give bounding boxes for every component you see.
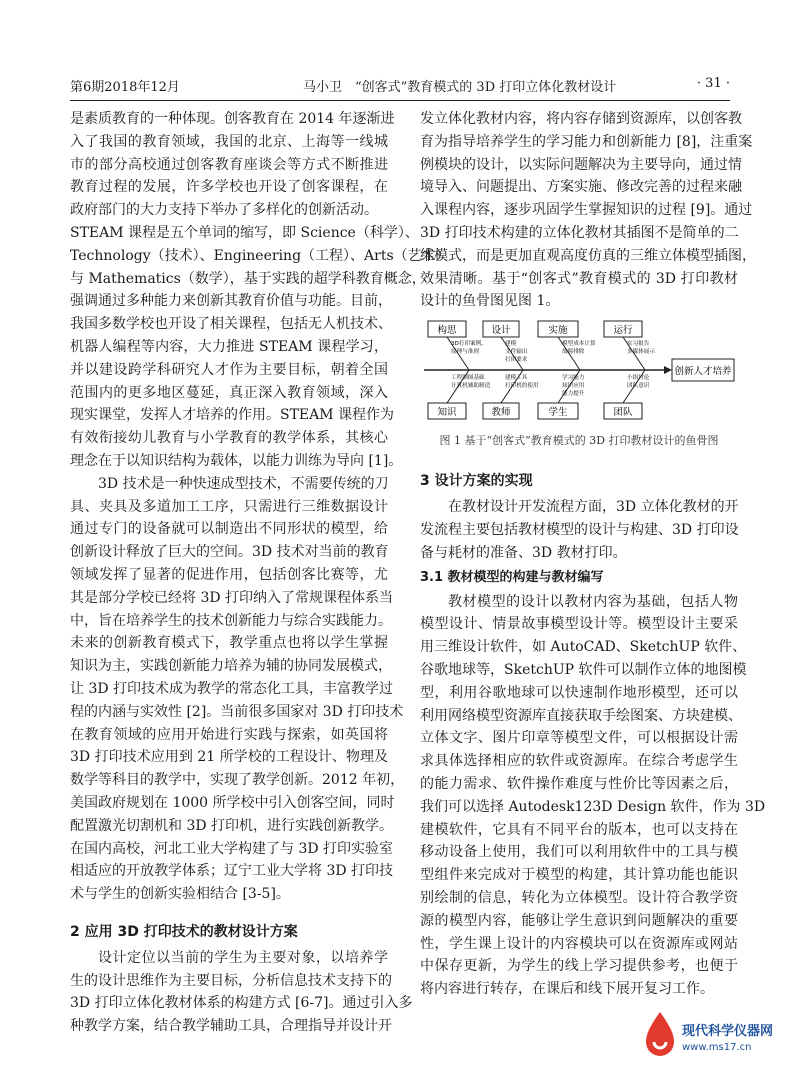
text-line: 3D 打印技术构建的立体化教材其插图不是简单的二: [420, 224, 739, 241]
running-title: 马小卫 “创客式”教育模式的 3D 打印立体化教材设计: [303, 80, 617, 95]
logo-drop-icon: [640, 1008, 680, 1060]
text-line: 型，利用谷歌地球可以快速制作地形模型，还可以: [420, 684, 738, 701]
bottom-category-label: 知识: [437, 407, 457, 419]
section-3-1-text: [420, 591, 766, 1001]
text-line: 3D 打印立体化教材体系的构建方式 [6-7]。通过引入多: [70, 995, 413, 1012]
text-line: 性，学生课上设计的内容模块可以在资源库或网站: [420, 935, 738, 952]
text-line: 术与学生的创新实验相结合 [3-5]。: [70, 886, 290, 903]
text-line: 中，旨在培养学生的技术创新能力与综合实践能力。: [70, 612, 392, 629]
text-line: 境导入、问题提出、方案实施、修改完善的过程来融: [420, 179, 742, 196]
text-line: 数学等科目的教学中，实现了教学创新。2012 年初，: [70, 772, 405, 789]
text-line: 有效衔接幼儿教育与小学教育的教学体系，其核心: [70, 430, 388, 447]
lower-bone-label: 工程制图基础: [451, 375, 485, 382]
top-category-label: 设计: [491, 325, 511, 337]
text-line: 维模式，而是更加直观高度仿真的三维立体模型插图，: [420, 247, 756, 264]
text-line: 立体文字、图片印章等模型文件，可以根据设计需: [420, 730, 738, 747]
upper-bone-label: 文件输出: [505, 349, 528, 356]
upper-bone-label: 故障排除: [562, 349, 585, 356]
lower-bone-label: 知识应用: [562, 383, 585, 390]
text-line: 发立体化教材内容，将内容存储到资源库，以创客教: [420, 111, 742, 127]
text-line: 教材模型的设计以教材内容为基础，包括人物: [448, 593, 738, 610]
lower-bone-label: 小组讨论: [627, 375, 650, 382]
text-line: 相适应的开放教学体系；辽宁工业大学将 3D 打印技: [70, 863, 394, 880]
text-line: 建模软件，它具有不同平台的版本，也可以支持在: [420, 821, 738, 838]
text-line: 领域发挥了显著的促进作用，包括创客比赛等，尤: [70, 566, 388, 583]
text-line: 教育过程的发展，许多学校也开设了创客课程，在: [70, 179, 388, 196]
text-line: 美国政府规划在 1000 所学校中引入创客空间，同时: [70, 794, 395, 811]
right-column: [420, 108, 766, 1001]
section-2-text: [70, 947, 413, 1038]
text-line: 效果清晰。基于“创客式”教育模式的 3D 打印教材: [420, 270, 738, 287]
text-line: 设计定位以当前的学生为主要对象，以培养学: [98, 949, 388, 966]
page-number: · 31 ·: [696, 76, 730, 91]
text-line: 备与耗材的准备、3D 教材打印。: [420, 544, 627, 561]
text-line: 在教育领域的应用开始进行实践与探索，如英国将: [70, 726, 388, 743]
text-line: 源的模型内容，能够让学生意识到问题解决的重要: [420, 912, 738, 929]
text-line: 现实课堂，发挥人才培养的作用。STEAM 课程作为: [70, 407, 395, 424]
text-line: 知识为主，实践创新能力培养为辅的协同发展模式，: [70, 658, 392, 675]
text-line: 入了我国的教育领域，我国的北京、上海等一线城: [70, 133, 388, 150]
text-line: 的能力需求、软件操作难度与性价比等因素之后，: [420, 775, 738, 792]
text-line: 生的设计思维作为主要目标，分析信息技术支持下的: [70, 972, 392, 989]
bottom-category-label: 学生: [548, 407, 568, 419]
text-line: 并以建设跨学科研究人才作为主要目标，朝着全国: [70, 361, 388, 378]
bottom-category-label: 教师: [491, 407, 511, 419]
upper-bone-label: 模型成本计算: [562, 341, 596, 348]
text-line: 型组件来完成对于模型的构建，其计算功能也能识: [420, 867, 738, 884]
running-header: [70, 76, 730, 96]
lower-bone-label: 建模工具: [505, 375, 528, 382]
watermark-logo: [640, 1008, 790, 1072]
text-line: 通过专门的设备就可以制造出不同形状的模型，给: [70, 521, 388, 538]
top-category-label: 运行: [613, 325, 633, 337]
upper-bone-label: 3D打印案例、: [451, 341, 487, 348]
watermark-name: 现代科学仪器网: [682, 1024, 774, 1039]
text-line: 谷歌地球等，SketchUP 软件可以制作立体的地图模: [420, 661, 747, 678]
text-line: 中保存更新，为学生的线上学习提供参考，也便于: [420, 958, 738, 975]
text-line: 理念在于以知识结构为载体，以能力训练为导向 [1]。: [70, 452, 403, 469]
lower-bone-label: 能力提升: [562, 391, 585, 398]
text-line: 我们可以选择 Autodesk123D Design 软件，作为 3D: [420, 798, 766, 815]
upper-bone-label: 实习报告: [627, 341, 650, 348]
watermark-url: www.ms17.cn: [682, 1042, 752, 1053]
text-line: 种教学方案，结合教学辅助工具，合理指导并设计开: [70, 1018, 392, 1035]
text-line: 程的内涵与实效性 [2]。当前很多国家对 3D 打印技术: [70, 703, 404, 720]
top-category-label: 实施: [548, 325, 568, 337]
text-line: 设计的鱼骨图见图 1。: [420, 293, 560, 310]
text-line: 政府部门的大力支持下举办了多样化的创新活动。: [70, 202, 378, 219]
lower-bone-label: 团队意识: [627, 383, 650, 390]
text-line: 入课程内容，逐步巩固学生掌握知识的过程 [9]。通过: [420, 202, 753, 219]
right-body-text: [420, 108, 756, 313]
lower-bone-label: 打印机的使用: [505, 383, 539, 390]
lower-bone-label: 学习能力: [562, 375, 585, 382]
fishbone-figure: [420, 317, 738, 423]
text-line: 是素质教育的一种体现。创客教育在 2014 年逐渐进: [70, 111, 395, 127]
text-line: 利用网络模型资源库直接获取手绘图案、方块建模、: [420, 707, 742, 724]
text-line: 范围内的更多地区蔓延，真正深入教育领域，深入: [70, 384, 388, 401]
section-3-text: [420, 496, 738, 564]
text-line: 创新设计释放了巨大的空间。3D 技术对当前的教育: [70, 544, 389, 561]
text-line: 3D 打印技术应用到 21 所学校的工程设计、物理及: [70, 749, 388, 766]
text-line: 配置激光切割机和 3D 打印机，进行实践创新教学。: [70, 817, 394, 834]
text-line: 求具体选择相应的软件或资源库。在综合考虑学生: [420, 753, 738, 770]
section-2-heading: 2 应用 3D 打印技术的教材设计方案: [70, 923, 298, 940]
text-line: 模型设计、情景故事模型设计等。模型设计主要采: [420, 616, 738, 633]
text-line: 强调通过多种能力来创新其教育价值与功能。目前，: [70, 293, 392, 310]
upper-bone-label: 建模: [505, 341, 517, 348]
text-line: STEAM 课程是五个单词的缩写，即 Science（科学）、: [70, 224, 419, 241]
text-line: 机器人编程等内容，大力推进 STEAM 课程学习，: [70, 338, 388, 355]
text-line: 在教材设计开发流程方面，3D 立体化教材的开: [448, 499, 739, 516]
text-line: 将内容进行转存，在课后和线下展开复习工作。: [420, 981, 714, 998]
text-line: 具、夹具及多道加工工序，只需进行三维数据设计: [70, 498, 388, 515]
text-line: 育为指导培养学生的学习能力和创新能力 [8]，注重案: [420, 133, 753, 150]
text-line: 市的部分高校通过创客教育座谈会等方式不断推进: [70, 156, 388, 173]
text-line: 与 Mathematics（数学），基于实践的超学科教育概念，: [70, 270, 426, 287]
fishbone-diagram: [420, 317, 738, 423]
text-line: 发流程主要包括教材模型的设计与构建、3D 打印设: [420, 521, 739, 538]
text-line: 移动设备上使用，我们可以利用软件中的工具与模: [420, 844, 738, 861]
upper-bone-label: 多媒体展示: [627, 349, 655, 356]
upper-bone-label: 原理与准则: [451, 349, 479, 356]
text-line: 在国内高校，河北工业大学构建了与 3D 打印实验室: [70, 840, 394, 857]
lower-bone-label: 计算机辅助制造: [451, 383, 491, 390]
text-line: 其是部分学校已经将 3D 打印纳入了常规课程体系当: [70, 589, 394, 606]
text-line: Technology（技术）、Engineering（工程）、Arts（艺术）: [70, 247, 450, 264]
upper-bone-label: 打印要求: [505, 357, 528, 364]
header-rule: [70, 100, 730, 101]
section-3-heading: 3 设计方案的实现: [420, 473, 533, 490]
spine-arrow: [664, 366, 672, 374]
text-line: 让 3D 打印技术成为教学的常态化工具，丰富教学过: [70, 680, 394, 697]
head-label: 创新人才培养: [674, 366, 732, 378]
text-line: 我国多数学校也开设了相关课程，包括无人机技术、: [70, 316, 392, 333]
section-3-1-heading: 3.1 教材模型的构建与教材编写: [420, 569, 604, 585]
text-line: 3D 技术是一种快速成型技术，不需要传统的刀: [98, 475, 389, 492]
journal-issue: 第6期2018年12月: [70, 80, 180, 95]
text-line: 别绘制的信息，转化为立体模型。设计符合教学资: [420, 889, 738, 906]
text-line: 例模块的设计，以实际问题解决为主要导向，通过情: [420, 156, 742, 173]
bottom-category-label: 团队: [613, 407, 633, 419]
text-line: 用三维设计软件，如 AutoCAD、SketchUP 软件、: [420, 639, 747, 656]
figure-caption: 图 1 基于“创客式”教育模式的 3D 打印教材设计的鱼骨图: [439, 434, 719, 448]
text-line: 未来的创新教育模式下，教学重点也将以学生掌握: [70, 635, 388, 652]
top-category-label: 构思: [437, 325, 457, 337]
